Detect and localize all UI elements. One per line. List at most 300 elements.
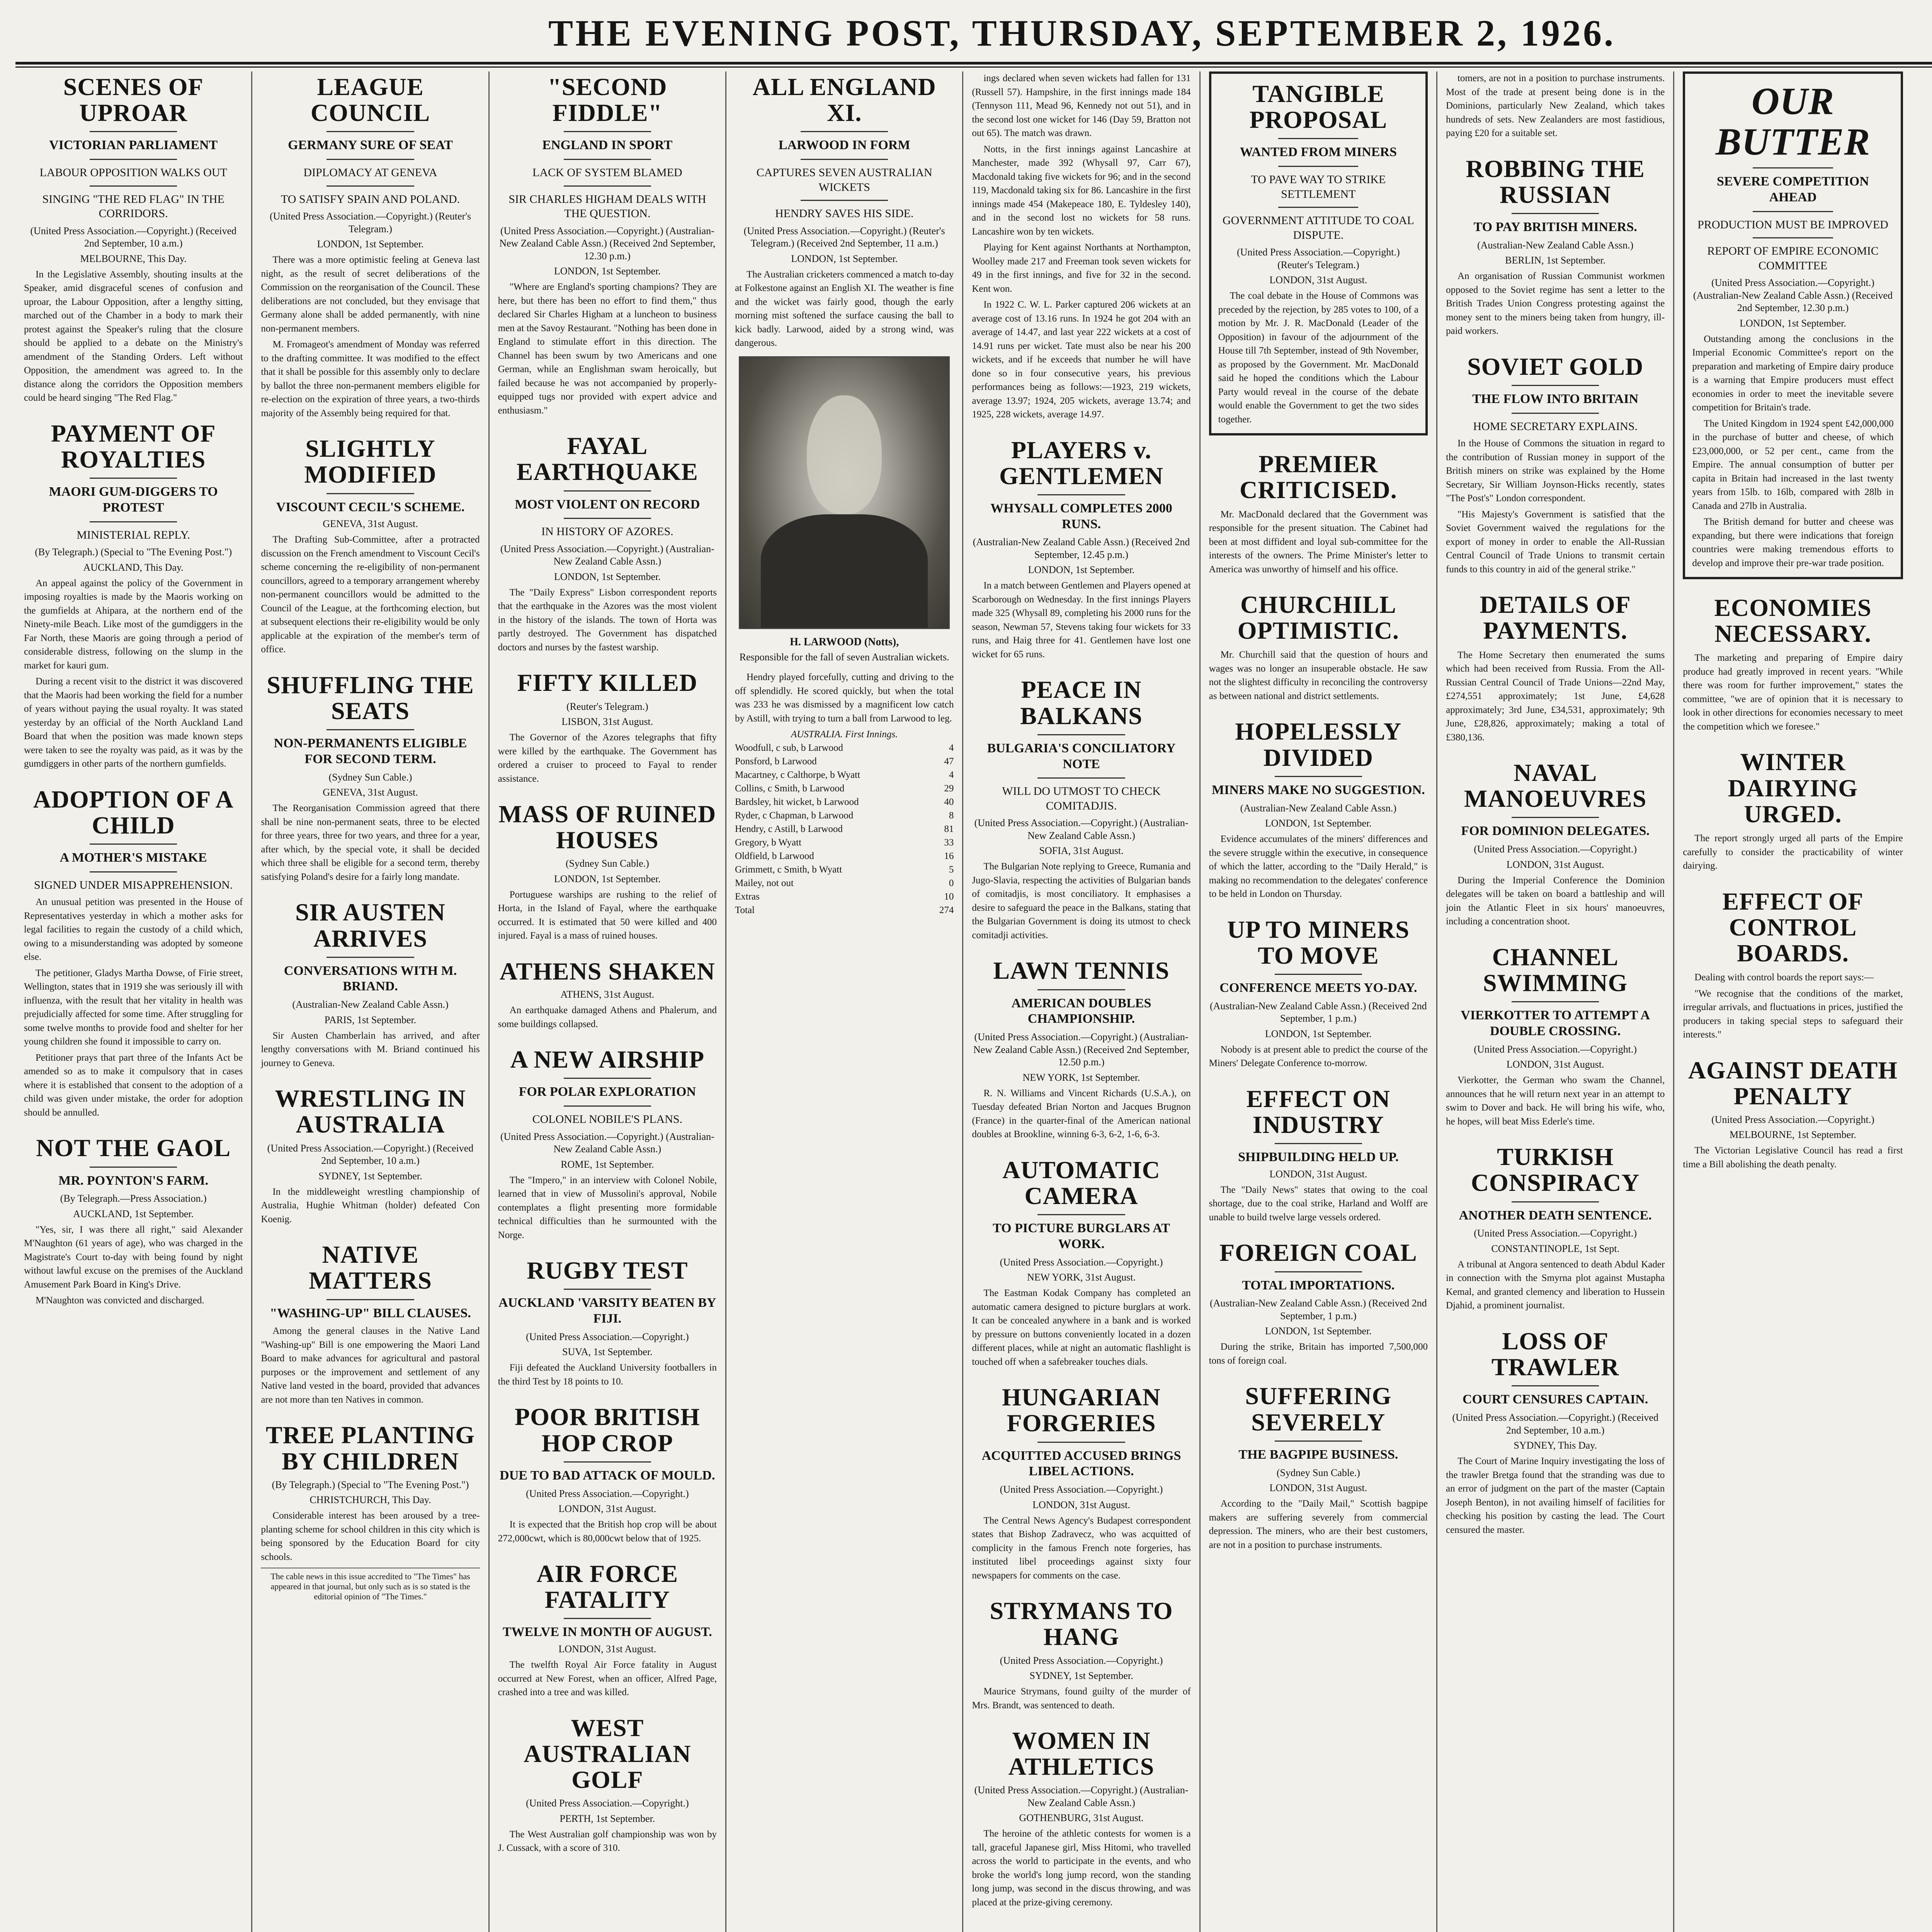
article-body (498, 280, 717, 417)
article-body (261, 1185, 480, 1226)
article-body (972, 1685, 1190, 1712)
wire-credit: (United Press Association.—Copyright.) (1711, 1114, 1874, 1125)
paragraph: In a match between Gentlemen and Players opened at Scarborough on Wednesday. In the first innings Players made 325 (Whysall 89, completing his 2000 runs for the season, Newman 57, Stevens taking four wickets for 33 runs, and Haig three for 41. Gentlemen have lost one wicket for 65 runs. (972, 580, 1191, 660)
dateline: CHRISTCHURCH, This Day. (310, 1494, 431, 1506)
runs: 81 (944, 824, 954, 835)
dateline: AUCKLAND, This Day. (83, 561, 184, 573)
headline-separator (1753, 167, 1833, 168)
article-subheadline: CONFERENCE MEETS YO-DAY. (1219, 980, 1417, 995)
headline-separator (564, 185, 651, 187)
paragraph: Nobody is at present able to predict the course of the Miners' Delegate Conference to-morrow. (1209, 1044, 1428, 1069)
headline-separator (564, 1289, 651, 1290)
dateline: ATHENS, 31st August. (560, 989, 655, 1000)
headline-separator (1753, 237, 1833, 238)
runs: 40 (944, 797, 954, 808)
article (498, 958, 717, 1031)
wire-credit: (United Press Association.—Copyright.) (1000, 1256, 1163, 1268)
article (1446, 71, 1665, 140)
headline-separator (90, 478, 177, 479)
article-subheadline: WILL DO UTMOST TO CHECK COMITADJIS. (1002, 785, 1161, 812)
article-body (1209, 1340, 1428, 1367)
article-body (972, 1514, 1190, 1583)
article (24, 786, 243, 1120)
headline-separator (1037, 777, 1125, 779)
article-body (1683, 832, 1903, 873)
dateline: SYDNEY, This Day. (1514, 1440, 1597, 1451)
article-headline: TANGIBLE PROPOSAL (1249, 80, 1388, 134)
wire-credit: (United Press Association.—Copyright.) (Received 2nd September, 10 a.m.) (30, 225, 236, 249)
article-body (1218, 289, 1418, 426)
paragraph: The report strongly urged all parts of the Empire carefully to consider the practicability of winter dairying. (1683, 833, 1903, 871)
scorecard-row (735, 795, 954, 809)
article-subheadline: TO PAVE WAY TO STRIKE SETTLEMENT (1251, 173, 1386, 201)
paragraph: "His Majesty's Government is satisfied that the Soviet Government waived the regulations for the export of money in order to enable the All-Russian Central Council of Trade Unions to transmit certain funds to this country in aid of the general strike." (1446, 509, 1665, 575)
article-headline: FOREIGN COAL (1219, 1239, 1417, 1267)
dateline: NEW YORK, 31st August. (1027, 1272, 1136, 1283)
dateline: PERTH, 1st September. (560, 1813, 655, 1824)
wire-credit: (Sydney Sun Cable.) (328, 771, 412, 783)
column-2 (252, 71, 489, 1932)
article-body (1446, 648, 1665, 745)
batsman: Mailey, not out (735, 878, 794, 889)
paragraph: There was a more optimistic feeling at Geneva last night, as the result of secret deliberations of the Commission on the reorganisation of the Council. These deliberations are not concluded, but they envisage that Germany alone shall be added permanently, with nine non-permanent members. (261, 255, 480, 334)
article-headline: A NEW AIRSHIP (510, 1046, 705, 1073)
article-subheadline: BULGARIA'S CONCILIATORY NOTE (987, 741, 1176, 771)
article-subheadline: ENGLAND IN SPORT (542, 138, 673, 153)
wire-credit: (United Press Association.—Copyright.) (Australian-New Zealand Cable Assn.) (500, 543, 714, 567)
article-headline: EFFECT OF CONTROL BOARDS. (1722, 887, 1864, 967)
batsman: Grimmett, c Smith, b Wyatt (735, 864, 842, 875)
batsman: Collins, c Smith, b Larwood (735, 783, 845, 794)
article (1683, 749, 1903, 872)
wire-credit: (United Press Association.—Copyright.) (Reuter's Telegram.) (269, 211, 471, 235)
headline-separator (564, 159, 651, 160)
headline-separator (327, 957, 414, 958)
wire-credit: (Australian-New Zealand Cable Assn.) (Received 2nd September, 1 p.m.) (1209, 1298, 1427, 1321)
paragraph: The twelfth Royal Air Force fatality in August occurred at New Forest, when an officer, Alfred Page, crashed into a tree and was killed. (498, 1660, 717, 1698)
article-subheadline: "WASHING-UP" BILL CLAUSES. (270, 1306, 471, 1320)
article-headline: POOR BRITISH HOP CROP (514, 1403, 700, 1457)
article-body (1209, 508, 1428, 577)
portrait-photo (739, 356, 950, 629)
headline-separator (90, 159, 177, 160)
article-headline: ADOPTION OF A CHILD (33, 785, 234, 839)
scorecard-row (735, 890, 954, 903)
runs: 8 (949, 810, 954, 821)
column-5 (963, 71, 1200, 1932)
paragraph: Mr. MacDonald declared that the Government was responsible for the present situation. The Cabinet had been at most diffident and loyal sub-committee for the interests of the owners. The Prime Minister's letter to America was unworthy of himself and his office. (1209, 509, 1428, 575)
article (1446, 1144, 1665, 1313)
paragraph: The Australian cricketers commenced a match to-day at Folkestone against an English XI. The weather is fine and the wicket was fairly good, though the early morning mist softened the surface causing the ball to kick badly. Larwood, aided by a strong wind, was dangerous. (735, 269, 954, 349)
runs: 16 (944, 851, 954, 862)
dateline: BERLIN, 1st September. (1505, 255, 1606, 266)
paragraph: The Eastman Kodak Company has completed an automatic camera designed to picture burglars at work. It can be concealed anywhere in a bank and is worked by pressure on buttons conveniently located in a dozen different places, while at night an automatic flashlight is touched off when a safebreaker touches dials. (972, 1288, 1191, 1367)
paragraph: The Governor of the Azores telegraphs that fifty were killed by the earthquake. The Government has ordered a cruiser to proceed to Fayal to render assistance. (498, 732, 717, 784)
article (498, 1257, 717, 1388)
article-subheadline: VISCOUNT CECIL'S SCHEME. (276, 500, 465, 514)
article (498, 433, 717, 654)
paragraph: The "Impero," in an interview with Colonel Nobile, learned that in view of Mussolini's approval, Nobile contemplates a flight presenting more formidable technical difficulties than he surmounted with the Norge. (498, 1175, 717, 1240)
dateline: LONDON, 1st September. (554, 571, 661, 582)
article (1209, 1240, 1428, 1367)
article-headline: FAYAL EARTHQUAKE (516, 432, 698, 486)
article-subheadline: GERMANY SURE OF SEAT (288, 138, 453, 153)
article-body (1446, 1454, 1665, 1537)
wire-credit: (United Press Association.—Copyright.) (526, 1331, 689, 1342)
headline-separator (327, 159, 414, 160)
paragraph: The "Daily News" states that owing to the coal shortage, due to the coal strike, Harland and Wolff are unable to build twelve large vessels ordered. (1209, 1184, 1428, 1223)
paragraph: Evidence accumulates of the miners' differences and the severe struggle within the executive, in consequence of which the latter, according to the "Daily Herald," is making no recommendation to the delegates' conference to be held in London on Thursday. (1209, 834, 1428, 900)
dateline: AUCKLAND, 1st September. (73, 1208, 194, 1219)
runs: 5 (949, 864, 954, 875)
article (972, 1384, 1190, 1582)
article-subheadline: AUCKLAND 'VARSITY BEATEN BY FIJI. (498, 1296, 716, 1326)
paragraph: In the House of Commons the situation in regard to the contribution of Russian money in support of the British miners on strike was explained by the Home Secretary, Sir William Joynson-Hicks recently, states "The Post's" London correspondent. (1446, 438, 1665, 504)
scorecard-title: AUSTRALIA. First Innings. (791, 729, 898, 740)
photo-caption-detail: Responsible for the fall of seven Australian wickets. (739, 651, 949, 663)
article (1683, 1057, 1903, 1172)
article-headline: ROBBING THE RUSSIAN (1466, 155, 1645, 208)
headline-separator (564, 490, 651, 492)
scorecard-row (735, 849, 954, 863)
batsman: Macartney, c Calthorpe, b Wyatt (735, 770, 861, 781)
paragraph: tomers, are not in a position to purchase instruments. Most of the trade at present being done is in the Dominions, particularly New Zealand, which takes hundreds of sets. New Zealanders are most fastidious, paying £20 for a suitable set. (1446, 73, 1665, 138)
dateline: SOFIA, 31st August. (1039, 845, 1124, 857)
article-body (1209, 648, 1428, 703)
dateline: LONDON, 31st August. (1506, 859, 1604, 870)
paragraph: In the Legislative Assembly, shouting insults at the Speaker, amid disgraceful scenes of confusion and uproar, the Labour Opposition, after a lengthy sitting, marched out of the Chamber in a body to mark their protest against the Speaker's ruling that the closure should be applied to a debate on the Ministry's amendment of the Standing Orders. Left without Opposition, the amendment was agreed to. In the distance along the corridors the Opposition members could be heard singing "The Red Flag." (24, 269, 243, 403)
article-headline: MASS OF RUINED HOUSES (498, 800, 716, 854)
article-body (1683, 971, 1903, 1042)
article (1209, 1383, 1428, 1552)
paragraph: An earthquake damaged Athens and Phalerum, and some buildings collapsed. (498, 1005, 717, 1029)
article-body (1446, 1258, 1665, 1313)
paragraph: The heroine of the athletic contests for women is a tall, graceful Japanese girl, Miss Hitomi, who travelled across the world to participate in the events, and who broke the world's long jump record, won the standing long jump, was second in the discus throwing, and was placed at the prize-giving ceremony. (972, 1828, 1191, 1908)
paragraph: The Central News Agency's Budapest correspondent states that Bishop Zadravecz, who was acquitted of complicity in the famous French note forgeries, has instituted libel proceedings against sixty four newspapers for comments on the case. (972, 1515, 1191, 1581)
article-subheadline: TO SATISFY SPAIN AND POLAND. (281, 192, 460, 206)
article-subheadline: SINGING "THE RED FLAG" IN THE CORRIDORS. (42, 192, 224, 220)
wire-credit: (By Telegraph.) (Special to "The Evening Post.") (272, 1479, 469, 1490)
dateline: LONDON, 31st August. (1032, 1499, 1130, 1510)
dateline: LONDON, 31st August. (558, 1503, 656, 1515)
paragraph: In 1922 C. W. L. Parker captured 206 wickets at an average cost of 13.16 runs. In 1924 he got 204 with an average of 14.47, and last year 222 wickets at a cost of 14.91 runs per wicket. Tate must also be near his 200 wickets, and if he exceeds that number he will have done so in four consecutive years, his previous performances being as follows:—1923, 219 wickets, average 13.97; 1924, 205 wickets, average 13.74; and 1925, 228 wickets, average 14.97. (972, 299, 1191, 420)
article (24, 74, 243, 405)
article-body-continued (735, 670, 954, 725)
article-headline: LOSS OF TRAWLER (1491, 1327, 1619, 1381)
headline-separator (1512, 1001, 1599, 1002)
article-headline: CHANNEL SWIMMING (1483, 943, 1628, 997)
paragraph: Mr. Churchill said that the question of hours and wages was no longer an insuperable obstacle. He saw not the slightest difficulty in reconciling the controversy as between national and district settlements. (1209, 650, 1428, 701)
article-body (498, 888, 717, 943)
article-body (498, 1173, 717, 1242)
article-headline: SCENES OF UPROAR (63, 73, 204, 127)
scorecard (735, 728, 954, 917)
article-body (24, 1223, 243, 1308)
article-subheadline: FOR POLAR EXPLORATION (519, 1085, 696, 1099)
article-body (1209, 1043, 1428, 1070)
article-subheadline: A MOTHER'S MISTAKE (60, 850, 207, 865)
article-headline: HOPELESSLY DIVIDED (1235, 718, 1402, 771)
dateline: LONDON, 31st August. (1269, 1168, 1367, 1180)
article-body (261, 253, 480, 420)
runs: 29 (944, 783, 954, 794)
article-subheadline: THE FLOW INTO BRITAIN (1472, 391, 1639, 406)
wire-credit: (By Telegraph.) (Special to "The Evening Post.") (35, 546, 232, 558)
headline-separator (327, 185, 414, 187)
paragraph: The West Australian golf championship was won by J. Cussack, with a score of 310. (498, 1829, 717, 1854)
article-subheadline: TWELVE IN MONTH OF AUGUST. (502, 1625, 712, 1639)
article (1209, 1086, 1428, 1225)
paragraph: An organisation of Russian Communist workmen opposed to the Soviet regime has sent a letter to the British Trades Union Congress protesting against the money sent to the miners being taken from hungry, ill-paid workers. (1446, 271, 1665, 337)
article (261, 435, 480, 656)
article-subheadline: VIERKOTTER TO ATTEMPT A DOUBLE CROSSING. (1461, 1008, 1650, 1038)
paragraph: During the strike, Britain has imported 7,500,000 tons of foreign coal. (1209, 1342, 1428, 1366)
headline-separator (564, 1078, 651, 1079)
article-subheadline: SHIPBUILDING HELD UP. (1238, 1150, 1399, 1165)
wire-credit: (United Press Association.—Copyright.) (1474, 844, 1637, 855)
column-8 (1674, 71, 1911, 1932)
article-subheadline: TO PAY BRITISH MINERS. (1473, 219, 1637, 234)
scorecard-row (735, 903, 954, 917)
wire-credit: (United Press Association.—Copyright.) (Reuter's Telegram.) (Received 2nd September, 11 a.m.) (743, 225, 945, 249)
article (261, 1422, 480, 1602)
batsman: Extras (735, 891, 760, 902)
article (1683, 595, 1903, 733)
portrait-shoulders (761, 514, 928, 628)
scorecard-row (735, 741, 954, 755)
paragraph: The Bulgarian Note replying to Greece, Rumania and Jugo-Slavia, respecting the activities of Bulgarian bands of comitadjis, is most conciliatory. It emphasises a desire to safeguard the peace in the Balkans, stating that the Bulgarian Government is doing its utmost to check comitadji activities. (972, 861, 1191, 940)
paragraph: During the Imperial Conference the Dominion delegates will be taken on board a battleship and will join the Atlantic Fleet in six hours' manoeuvres, including a concentration shoot. (1446, 875, 1665, 927)
article-body (261, 533, 480, 656)
article (1446, 1328, 1665, 1537)
article-subheadline: THE BAGPIPE BUSINESS. (1238, 1447, 1398, 1462)
headline-separator (564, 1618, 651, 1619)
headline-separator (1512, 213, 1599, 214)
dateline: GOTHENBURG, 31st August. (1019, 1812, 1144, 1824)
wire-credit: (United Press Association.—Copyright.) (526, 1798, 689, 1809)
article-body (1209, 1497, 1428, 1552)
article-headline: UP TO MINERS TO MOVE (1227, 915, 1410, 969)
headline-separator (90, 521, 177, 522)
dateline: LONDON, 31st August. (1269, 274, 1367, 286)
runs: 0 (949, 878, 954, 889)
article-subheadline: FOR DOMINION DELEGATES. (1461, 824, 1650, 838)
article (498, 1715, 717, 1855)
article-body (1209, 832, 1428, 901)
wire-credit: (United Press Association.—Copyright.) (Received 2nd September, 10 a.m.) (267, 1142, 474, 1167)
article-body (498, 586, 717, 655)
article-subheadline: TOTAL IMPORTATIONS. (1242, 1278, 1395, 1293)
article-headline: PEACE IN BALKANS (1020, 676, 1143, 730)
article-headline: SUFFERING SEVERELY (1245, 1382, 1392, 1436)
article-subheadline: WHYSALL COMPLETES 2000 RUNS. (990, 501, 1172, 531)
article-headline: SLIGHTLY MODIFIED (304, 435, 437, 488)
article-subheadline: MINERS MAKE NO SUGGESTION. (1212, 782, 1425, 797)
paragraph: ings declared when seven wickets had fallen for 131 (Russell 57). Hampshire, in the first innings made 184 (Tennyson 111, Mead 96, Kennedy not out 51), and in the second lost one wicket for 146 (Day 59, Bratton not out 65). The match was drawn. (972, 73, 1191, 138)
article-headline: RUGBY TEST (527, 1257, 688, 1284)
portrait-face (807, 395, 882, 514)
article-headline: WINTER DAIRYING URGED. (1728, 748, 1858, 828)
wire-credit: (United Press Association.—Copyright.) (Australian-New Zealand Cable Assn.) (Received 2nd September, 12.30 p.m.) (1693, 277, 1893, 314)
editorial-footnote: The cable news in this issue accredited to "The Times" has appeared in that journal, but only such as is so stated is the editorial opinion of "The Times." (261, 1568, 480, 1602)
runs: 274 (939, 905, 954, 916)
article-headline: PREMIER CRITICISED. (1240, 450, 1397, 504)
runs: 4 (949, 770, 954, 781)
wire-credit: (United Press Association.—Copyright.) (Reuter's Telegram.) (1236, 247, 1400, 270)
article (24, 420, 243, 771)
headline-separator (90, 1167, 177, 1168)
article (498, 74, 717, 417)
article-headline: TREE PLANTING BY CHILDREN (265, 1421, 475, 1475)
article (1446, 156, 1665, 338)
article (498, 801, 717, 943)
paragraph: The Home Secretary then enumerated the sums which had been received from Russia. From the All-Russian Central Council of Trade Unions—22nd May, £274,551 approximately; 1st June, £4,628 approximately; 3rd June, £34,531, approximately; 9th June, £28,826, approximately; making a total of £380,136. (1446, 650, 1665, 743)
dateline: CONSTANTINOPLE, 1st Sept. (1491, 1243, 1619, 1254)
article-body (24, 895, 243, 1119)
headline-separator (1037, 1442, 1125, 1443)
headline-separator (1278, 166, 1358, 167)
newspaper-columns (15, 71, 1932, 1932)
article-body (1446, 437, 1665, 576)
article-subheadline: IN HISTORY OF AZORES. (541, 525, 673, 538)
article-subheadline: SIGNED UNDER MISAPPREHENSION. (34, 878, 233, 891)
paragraph: Portuguese warships are rushing to the relief of Horta, in the Island of Fayal, where the earthquake occurred. It is estimated that 50 were killed and 400 injured. Fayal is a mass of ruined houses. (498, 889, 717, 941)
article-body (261, 801, 480, 884)
dateline: LONDON, 31st August. (1269, 1482, 1367, 1494)
article (1446, 760, 1665, 929)
article (1209, 592, 1428, 703)
headline-separator (564, 1461, 651, 1463)
dateline: MELBOURNE, 1st September. (1730, 1129, 1856, 1141)
column-7 (1437, 71, 1674, 1932)
article-body (498, 1361, 717, 1388)
batsman: Gregory, b Wyatt (735, 837, 802, 848)
paragraph: It is expected that the British hop crop will be about 272,000cwt, which is 80,000cwt below that of 1925. (498, 1519, 717, 1544)
article-headline: DETAILS OF PAYMENTS. (1480, 591, 1631, 645)
wire-credit: (United Press Association.—Copyright.) (1000, 1484, 1163, 1495)
article-body (972, 1827, 1190, 1909)
headline-separator (1037, 989, 1125, 990)
article (24, 1135, 243, 1307)
article-subheadline: DUE TO BAD ATTACK OF MOULD. (500, 1468, 715, 1483)
paragraph: The British demand for butter and cheese was expanding, but there were indications that foreign countries were making tremendous efforts to develop and improve their pre-war trade position. (1692, 517, 1894, 568)
dateline: LONDON, 1st September. (1265, 1028, 1372, 1039)
article-headline: WEST AUSTRALIAN GOLF (524, 1714, 691, 1794)
headline-separator (90, 185, 177, 187)
article-body (1446, 71, 1665, 140)
article-body (498, 1518, 717, 1545)
batsman: Total (735, 905, 755, 916)
paragraph: "Yes, sir, I was there all right," said Alexander M'Naughton (61 years of age), who was charged in the Magistrate's Court to-day with being found by night without lawful excuse on the premises of the Auckland Amusement Park Board in King's Drive. (24, 1224, 243, 1290)
article-body (1683, 651, 1903, 733)
paragraph: The coal debate in the House of Commons was preceded by the rejection, by 285 votes to 100, of a motion by Mr. J. R. MacDonald (Leader of the Opposition) in favour of the adjournment of the House till 7th September, instead of 9th November, as proposed by the Government. Mr. MacDonald said he hoped the conditions which the Labour Party would reveal in the course of the debate would enable the Government to get the two sides together. (1218, 291, 1418, 425)
headline-separator (1512, 817, 1599, 818)
column-3 (490, 71, 726, 1932)
dateline: ROME, 1st September. (561, 1158, 654, 1170)
article (972, 71, 1190, 422)
scorecard-row (735, 809, 954, 822)
column-4 (726, 71, 963, 1932)
article-headline: EFFECT ON INDUSTRY (1246, 1085, 1390, 1138)
paragraph: Playing for Kent against Northants at Northampton, Woolley made 217 and Freeman took seven wickets for 49 in the first innings, and five for 32 in the second. Kent won. (972, 242, 1191, 294)
article (498, 1404, 717, 1545)
dateline: GENEVA, 31st August. (323, 518, 418, 530)
headline-separator (1278, 207, 1358, 208)
dateline: SYDNEY, 1st September. (1029, 1670, 1133, 1682)
wire-credit: (United Press Association.—Copyright.) (1474, 1043, 1637, 1055)
headline-separator (90, 871, 177, 872)
article-subheadline: AMERICAN DOUBLES CHAMPIONSHIP. (1011, 996, 1151, 1026)
wire-credit: (United Press Association.—Copyright.) (Received 2nd September, 10 a.m.) (1452, 1412, 1658, 1436)
scorecard-row (735, 782, 954, 795)
article (1446, 944, 1665, 1128)
paragraph: Notts, in the first innings against Lancashire at Manchester, made 392 (Whysall 97, Carr 67), Macdonald taking five wickets for 96; and in the second 119, Macdonald taking six for 86. Lancashire in the first innings made 454 (Makepeace 180, E. Tyldesley 140), and in the second lost no wickets for 58 runs. Lancashire won by ten wickets. (972, 144, 1191, 237)
paragraph: R. N. Williams and Vincent Richards (U.S.A.), on Tuesday defeated Brian Norton and Jacques Brugnon (France) in the quarter-final of the American national doubles at Brookline, winning 6-3, 6-2, 1-6, 6-3. (972, 1088, 1191, 1140)
article (1683, 888, 1903, 1042)
scorecard-row (735, 768, 954, 782)
headline-separator (1037, 1214, 1125, 1215)
scorecard-row (735, 863, 954, 876)
article-body (261, 1509, 480, 1564)
paragraph: M'Naughton was convicted and discharged. (36, 1295, 204, 1306)
dateline: SUVA, 1st September. (562, 1346, 653, 1358)
paragraph: Among the general clauses in the Native Land "Washing-up" Bill is one empowering the Maori Land Board to make advances for agricultural and pastoral purposes or the improvement and settlement of any Native land vested in the board, provided that advances are not more than ten Natives in common. (261, 1326, 480, 1405)
article (498, 1046, 717, 1242)
article-body (972, 1087, 1190, 1141)
article-subheadline: CONVERSATIONS WITH M. BRIAND. (284, 963, 457, 994)
article-headline: AIR FORCE FATALITY (536, 1560, 678, 1614)
paragraph: The Reorganisation Commission agreed that there shall be nine non-permanent seats, three to be elected for three years, three for two years, and three for a year, after which, by the special vote, it shall be decided which three shall be eligible for a second term, thereby satisfying Poland's desire for a fairly long mandate. (261, 803, 480, 882)
article-headline: OUR BUTTER (1715, 80, 1871, 163)
article-subheadline: TO PICTURE BURGLARS AT WORK. (993, 1221, 1170, 1251)
article-headline: NATIVE MATTERS (309, 1241, 432, 1294)
dateline: SYDNEY, 1st September. (318, 1170, 422, 1182)
article-subheadline: PRODUCTION MUST BE IMPROVED (1697, 218, 1888, 231)
scorecard-row (735, 755, 954, 768)
article-subheadline: HENDRY SAVES HIS SIDE. (775, 207, 914, 220)
scorecard-row (735, 822, 954, 836)
article-body (1446, 1073, 1665, 1128)
article-subheadline: MOST VIOLENT ON RECORD (515, 497, 700, 512)
article-body (261, 1324, 480, 1406)
article-body (498, 731, 717, 786)
article-subheadline: ANOTHER DEATH SENTENCE. (1459, 1208, 1652, 1223)
paragraph: The "Daily Express" Lisbon correspondent reports that the earthquake in the Azores was the most violent in the history of the islands. The town of Horta was partly destroyed. The Government has dispatched doctors and nurses by the fastest warship. (498, 587, 717, 653)
headline-separator (564, 1105, 651, 1107)
wire-credit: (Australian-New Zealand Cable Assn.) (1240, 802, 1396, 814)
article-subheadline: NON-PERMANENTS ELIGIBLE FOR SECOND TERM. (274, 736, 467, 767)
wire-credit: (United Press Association.—Copyright.) (526, 1488, 689, 1499)
article (498, 1561, 717, 1699)
wire-credit: (United Press Association.—Copyright.) (1000, 1655, 1163, 1666)
paragraph: In the middleweight wrestling championship of Australia, Hughie Whitman (holder) defeated Con Koenig. (261, 1186, 480, 1225)
article (972, 437, 1190, 662)
article-headline: AGAINST DEATH PENALTY (1688, 1056, 1898, 1110)
headline-separator (1512, 413, 1599, 414)
article (1446, 592, 1665, 744)
article-headline: WOMEN IN ATHLETICS (1008, 1727, 1155, 1781)
wire-credit: (Australian-New Zealand Cable Assn.) (Received 2nd September, 12.45 p.m.) (973, 536, 1190, 560)
paragraph: M. Fromageot's amendment of Monday was referred to the drafting committee. It was modified to the effect that it shall be possible for this assembly only to declare by ballot the three non-permanent members eligible for re-election on the expiration of three years, a two-thirds majority of the Assembly being required for that. (261, 339, 480, 418)
article-headline: PLAYERS v. GENTLEMEN (999, 436, 1164, 490)
paragraph: Maurice Strymans, found guilty of the murder of Mrs. Brandt, was sentenced to death. (972, 1686, 1191, 1711)
article (261, 672, 480, 884)
article-subheadline: SEVERE COMPETITION AHEAD (1717, 174, 1869, 204)
paragraph: "Where are England's sporting champions? They are here, but there has been no effort to find them," thus declared Sir Charles Higham at a luncheon to business men at the Savoy Restaurant. "Nothing has been done in England to stimulate effort in this direction. The Channel has been swum by two Americans and one German, while an Englishman swam heroically, but failed because he was not accompanied by properly-equipped tugs nor provided with expert advice and enthusiasm." (498, 282, 717, 416)
article-body (498, 1003, 717, 1031)
headline-separator (1275, 1143, 1362, 1144)
headline-separator (1275, 1271, 1362, 1272)
